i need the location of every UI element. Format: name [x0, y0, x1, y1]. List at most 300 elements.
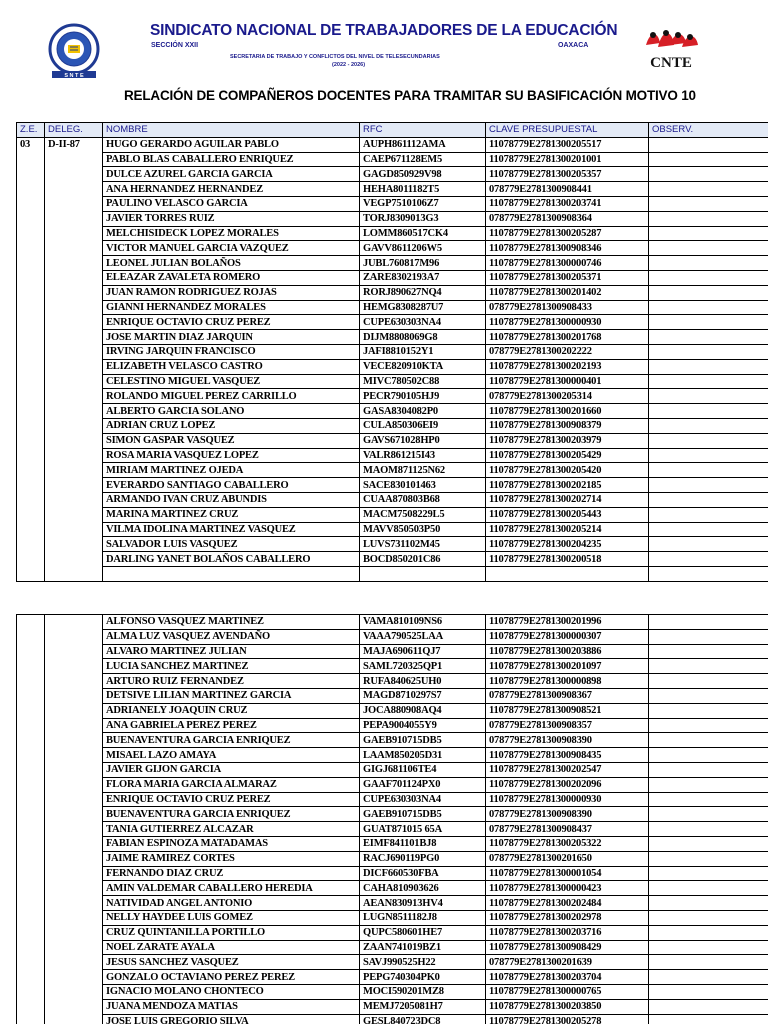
table-row: [17, 537, 768, 552]
rfc-cell: CAHA810903626: [360, 881, 486, 896]
table-row: [17, 984, 768, 999]
clave-cell: 11078779E2781300201097: [486, 659, 649, 674]
clave-cell: 11078779E2781300205517: [486, 137, 649, 152]
rfc-cell: GIGJ681106TE4: [360, 762, 486, 777]
deleg-cell: [45, 615, 103, 1024]
name-cell: JAVIER GIJON GARCIA: [103, 762, 360, 777]
name-cell: BUENAVENTURA GARCIA ENRIQUEZ: [103, 807, 360, 822]
name-cell: DARLING YANET BOLAÑOS CABALLERO: [103, 552, 360, 567]
table-row: [17, 925, 768, 940]
deleg-cell: D-II-87: [45, 137, 103, 581]
rfc-cell: RORJ890627NQ4: [360, 285, 486, 300]
name-cell: ELIZABETH VELASCO CASTRO: [103, 359, 360, 374]
clave-cell: 11078779E2781300001054: [486, 866, 649, 881]
table-row: [17, 851, 768, 866]
observ-cell: [649, 196, 768, 211]
clave-cell: 11078779E2781300000765: [486, 984, 649, 999]
observ-cell: [649, 374, 768, 389]
observ-cell: [649, 644, 768, 659]
observ-cell: [649, 910, 768, 925]
col-header-ze: Z.E.: [17, 123, 45, 138]
ze-cell: 03: [17, 137, 45, 581]
name-cell: TANIA GUTIERREZ ALCAZAR: [103, 822, 360, 837]
table-row: [17, 718, 768, 733]
blank-cell: [649, 566, 768, 581]
clave-cell: 11078779E2781300201001: [486, 152, 649, 167]
clave-cell: 11078779E2781300203704: [486, 970, 649, 985]
rfc-cell: VEGP7510106Z7: [360, 196, 486, 211]
rfc-cell: VAAA790525LAA: [360, 629, 486, 644]
table-row: [17, 389, 768, 404]
name-cell: VICTOR MANUEL GARCIA VAZQUEZ: [103, 241, 360, 256]
name-cell: JOSE MARTIN DIAZ JARQUIN: [103, 330, 360, 345]
rfc-cell: RUFA840625UH0: [360, 674, 486, 689]
name-cell: ALFONSO VASQUEZ MARTINEZ: [103, 615, 360, 630]
clave-cell: 11078779E2781300203741: [486, 196, 649, 211]
table-row: [17, 1014, 768, 1024]
clave-cell: 11078779E2781300205322: [486, 836, 649, 851]
clave-cell: 11078779E2781300203850: [486, 999, 649, 1014]
name-cell: ALVARO MARTINEZ JULIAN: [103, 644, 360, 659]
observ-cell: [649, 241, 768, 256]
rfc-cell: JAFI8810152Y1: [360, 344, 486, 359]
rfc-cell: CAEP671128EM5: [360, 152, 486, 167]
rfc-cell: MAGD8710297S7: [360, 688, 486, 703]
name-cell: ANA HERNANDEZ HERNANDEZ: [103, 182, 360, 197]
clave-cell: 078779E2781300201639: [486, 955, 649, 970]
observ-cell: [649, 733, 768, 748]
observ-cell: [649, 688, 768, 703]
table-row: [17, 448, 768, 463]
observ-cell: [649, 552, 768, 567]
rfc-cell: GAGD850929V98: [360, 167, 486, 182]
rfc-cell: DIJM8808069G8: [360, 330, 486, 345]
observ-cell: [649, 433, 768, 448]
observ-cell: [649, 659, 768, 674]
observ-cell: [649, 330, 768, 345]
table-row: [17, 330, 768, 345]
observ-cell: [649, 629, 768, 644]
section-label: SECCIÓN XXII: [151, 42, 199, 49]
name-cell: ROSA MARIA VASQUEZ LOPEZ: [103, 448, 360, 463]
observ-cell: [649, 137, 768, 152]
rfc-cell: LOMM860517CK4: [360, 226, 486, 241]
table-row: [17, 688, 768, 703]
clave-cell: 11078779E2781300908346: [486, 241, 649, 256]
name-cell: VILMA IDOLINA MARTINEZ VASQUEZ: [103, 522, 360, 537]
rfc-cell: GAVV8611206W5: [360, 241, 486, 256]
rfc-cell: VAMA810109NS6: [360, 615, 486, 630]
clave-cell: 078779E2781300908390: [486, 733, 649, 748]
clave-cell: 11078779E2781300205443: [486, 507, 649, 522]
svg-text:CNTE: CNTE: [650, 55, 692, 71]
rfc-cell: SAVJ990525H22: [360, 955, 486, 970]
clave-cell: 11078779E2781300908379: [486, 418, 649, 433]
name-cell: ENRIQUE OCTAVIO CRUZ PEREZ: [103, 792, 360, 807]
clave-cell: 11078779E2781300000898: [486, 674, 649, 689]
rfc-cell: AEAN830913HV4: [360, 896, 486, 911]
document-heading: RELACIÓN DE COMPAÑEROS DOCENTES PARA TRAMITAR SU BASIFICACIÓN MOTIVO 10: [124, 88, 696, 103]
name-cell: HUGO GERARDO AGUILAR PABLO: [103, 137, 360, 152]
department-label: SECRETARIA DE TRABAJO Y CONFLICTOS DEL NIVEL DE TELESECUNDARIAS: [230, 54, 440, 60]
observ-cell: [649, 300, 768, 315]
rfc-cell: MOCI590201MZ8: [360, 984, 486, 999]
clave-cell: 11078779E2781300205371: [486, 270, 649, 285]
name-cell: ANA GABRIELA PEREZ PEREZ: [103, 718, 360, 733]
name-cell: GONZALO OCTAVIANO PEREZ PEREZ: [103, 970, 360, 985]
table-row: [17, 910, 768, 925]
clave-cell: 11078779E2781300908435: [486, 748, 649, 763]
rfc-cell: ZAAN741019BZ1: [360, 940, 486, 955]
name-cell: ARTURO RUIZ FERNANDEZ: [103, 674, 360, 689]
rfc-cell: JOCA880908AQ4: [360, 703, 486, 718]
clave-cell: 11078779E2781300202484: [486, 896, 649, 911]
clave-cell: 11078779E2781300000307: [486, 629, 649, 644]
table-row: [17, 270, 768, 285]
name-cell: JUANA MENDOZA MATIAS: [103, 999, 360, 1014]
name-cell: NOEL ZARATE AYALA: [103, 940, 360, 955]
table-row: [17, 807, 768, 822]
name-cell: MARINA MARTINEZ CRUZ: [103, 507, 360, 522]
col-header-observ: OBSERV.: [649, 123, 768, 138]
observ-cell: [649, 167, 768, 182]
name-cell: DULCE AZUREL GARCIA GARCIA: [103, 167, 360, 182]
observ-cell: [649, 315, 768, 330]
table-row: [17, 196, 768, 211]
cnte-logo: [640, 23, 702, 71]
clave-cell: 078779E2781300908390: [486, 807, 649, 822]
name-cell: NELLY HAYDEE LUIS GOMEZ: [103, 910, 360, 925]
table-row: [17, 881, 768, 896]
observ-cell: [649, 703, 768, 718]
clave-cell: 078779E2781300908433: [486, 300, 649, 315]
rfc-cell: GUAT871015 65A: [360, 822, 486, 837]
rfc-cell: VECE820910KTA: [360, 359, 486, 374]
name-cell: LEONEL JULIAN BOLAÑOS: [103, 256, 360, 271]
rfc-cell: GAAF701124PX0: [360, 777, 486, 792]
rfc-cell: RACJ690119PG0: [360, 851, 486, 866]
name-cell: FERNANDO DIAZ CRUZ: [103, 866, 360, 881]
rfc-cell: AUPH861112AMA: [360, 137, 486, 152]
table-row: [17, 777, 768, 792]
clave-cell: 11078779E2781300205287: [486, 226, 649, 241]
table-row: [17, 492, 768, 507]
table-row: [17, 866, 768, 881]
rfc-cell: ZARE8302193A7: [360, 270, 486, 285]
observ-cell: [649, 359, 768, 374]
name-cell: JAIME RAMIREZ CORTES: [103, 851, 360, 866]
col-header-deleg: DELEG.: [45, 123, 103, 138]
table-row: [17, 152, 768, 167]
clave-cell: 11078779E2781300205278: [486, 1014, 649, 1024]
table-row: [17, 285, 768, 300]
name-cell: FLORA MARIA GARCIA ALMARAZ: [103, 777, 360, 792]
clave-cell: 11078779E2781300202978: [486, 910, 649, 925]
table-row: [17, 404, 768, 419]
observ-cell: [649, 448, 768, 463]
observ-cell: [649, 478, 768, 493]
table-row: [17, 211, 768, 226]
observ-cell: [649, 762, 768, 777]
observ-cell: [649, 404, 768, 419]
observ-cell: [649, 822, 768, 837]
clave-cell: 11078779E2781300202547: [486, 762, 649, 777]
teachers-table-1: [16, 122, 768, 582]
clave-cell: 11078779E2781300205429: [486, 448, 649, 463]
name-cell: EVERARDO SANTIAGO CABALLERO: [103, 478, 360, 493]
clave-cell: 11078779E2781300202096: [486, 777, 649, 792]
clave-cell: 078779E2781300205314: [486, 389, 649, 404]
rfc-cell: CUAA870803B68: [360, 492, 486, 507]
name-cell: MIRIAM MARTINEZ OJEDA: [103, 463, 360, 478]
blank-cell: [486, 566, 649, 581]
clave-cell: 11078779E2781300201402: [486, 285, 649, 300]
table-row: [17, 615, 768, 630]
rfc-cell: MIVC780502C88: [360, 374, 486, 389]
observ-cell: [649, 182, 768, 197]
table-row: [17, 374, 768, 389]
table-row: [17, 836, 768, 851]
rfc-cell: VALR861215I43: [360, 448, 486, 463]
observ-cell: [649, 881, 768, 896]
svg-text:S N T E: S N T E: [64, 73, 84, 79]
rfc-cell: GAEB910715DB5: [360, 733, 486, 748]
observ-cell: [649, 418, 768, 433]
period-label: (2022 - 2026): [332, 62, 366, 68]
observ-cell: [649, 270, 768, 285]
clave-cell: 11078779E2781300205357: [486, 167, 649, 182]
observ-cell: [649, 537, 768, 552]
name-cell: SALVADOR LUIS VASQUEZ: [103, 537, 360, 552]
rfc-cell: SAML720325QP1: [360, 659, 486, 674]
clave-cell: 078779E2781300908364: [486, 211, 649, 226]
observ-cell: [649, 866, 768, 881]
table-row: [17, 703, 768, 718]
clave-cell: 078779E2781300908441: [486, 182, 649, 197]
observ-cell: [649, 718, 768, 733]
name-cell: PABLO BLAS CABALLERO ENRIQUEZ: [103, 152, 360, 167]
name-cell: MELCHISIDECK LOPEZ MORALES: [103, 226, 360, 241]
name-cell: MISAEL LAZO AMAYA: [103, 748, 360, 763]
clave-cell: 11078779E2781300205420: [486, 463, 649, 478]
table-row: [17, 167, 768, 182]
teachers-table-2: [16, 614, 768, 1024]
table-row: [17, 418, 768, 433]
observ-cell: [649, 807, 768, 822]
observ-cell: [649, 851, 768, 866]
observ-cell: [649, 940, 768, 955]
blank-cell: [360, 566, 486, 581]
rfc-cell: GAEB910715DB5: [360, 807, 486, 822]
name-cell: FABIAN ESPINOZA MATADAMAS: [103, 836, 360, 851]
table-row: [17, 552, 768, 567]
clave-cell: 11078779E2781300201768: [486, 330, 649, 345]
observ-cell: [649, 970, 768, 985]
table-row: [17, 182, 768, 197]
table-row: [17, 896, 768, 911]
clave-cell: 11078779E2781300203979: [486, 433, 649, 448]
table-row-blank: [17, 566, 768, 581]
clave-cell: 11078779E2781300202193: [486, 359, 649, 374]
clave-cell: 11078779E2781300202714: [486, 492, 649, 507]
name-cell: ADRIAN CRUZ LOPEZ: [103, 418, 360, 433]
table-row: [17, 507, 768, 522]
name-cell: IRVING JARQUIN FRANCISCO: [103, 344, 360, 359]
rfc-cell: MAJA690611QJ7: [360, 644, 486, 659]
clave-cell: 11078779E2781300000930: [486, 792, 649, 807]
name-cell: JESUS SANCHEZ VASQUEZ: [103, 955, 360, 970]
rfc-cell: HEMG8308287U7: [360, 300, 486, 315]
name-cell: NATIVIDAD ANGEL ANTONIO: [103, 896, 360, 911]
table-row: [17, 226, 768, 241]
table-row: [17, 241, 768, 256]
table-row: [17, 792, 768, 807]
union-title: SINDICATO NACIONAL DE TRABAJADORES DE LA EDUCACIÓN: [150, 22, 618, 39]
table-row: [17, 940, 768, 955]
table-row: [17, 748, 768, 763]
clave-cell: 11078779E2781300908521: [486, 703, 649, 718]
table-row: [17, 822, 768, 837]
name-cell: ENRIQUE OCTAVIO CRUZ PEREZ: [103, 315, 360, 330]
observ-cell: [649, 1014, 768, 1024]
observ-cell: [649, 984, 768, 999]
rfc-cell: QUPC580601HE7: [360, 925, 486, 940]
observ-cell: [649, 507, 768, 522]
table-row: [17, 733, 768, 748]
rfc-cell: TORJ8309013G3: [360, 211, 486, 226]
table-row: [17, 463, 768, 478]
observ-cell: [649, 256, 768, 271]
name-cell: ARMANDO IVAN CRUZ ABUNDIS: [103, 492, 360, 507]
name-cell: ALBERTO GARCIA SOLANO: [103, 404, 360, 419]
clave-cell: 11078779E2781300000423: [486, 881, 649, 896]
rfc-cell: GASA8304082P0: [360, 404, 486, 419]
snte-seal-logo: [46, 23, 102, 79]
name-cell: JAVIER TORRES RUIZ: [103, 211, 360, 226]
table-row: [17, 629, 768, 644]
col-header-rfc: RFC: [360, 123, 486, 138]
rfc-cell: CUPE630303NA4: [360, 792, 486, 807]
clave-cell: 11078779E2781300201660: [486, 404, 649, 419]
name-cell: AMIN VALDEMAR CABALLERO HEREDIA: [103, 881, 360, 896]
observ-cell: [649, 615, 768, 630]
observ-cell: [649, 777, 768, 792]
clave-cell: 11078779E2781300200518: [486, 552, 649, 567]
rfc-cell: LUGN8511182J8: [360, 910, 486, 925]
table-row: [17, 344, 768, 359]
rfc-cell: CULA850306EI9: [360, 418, 486, 433]
table-row: [17, 256, 768, 271]
clave-cell: 078779E2781300201650: [486, 851, 649, 866]
table-row: [17, 762, 768, 777]
name-cell: GIANNI HERNANDEZ MORALES: [103, 300, 360, 315]
observ-cell: [649, 152, 768, 167]
name-cell: ADRIANELY JOAQUIN CRUZ: [103, 703, 360, 718]
observ-cell: [649, 463, 768, 478]
name-cell: CRUZ QUINTANILLA PORTILLO: [103, 925, 360, 940]
observ-cell: [649, 285, 768, 300]
table-row: [17, 955, 768, 970]
clave-cell: 11078779E2781300201996: [486, 615, 649, 630]
blank-cell: [103, 566, 360, 581]
rfc-cell: BOCD850201C86: [360, 552, 486, 567]
clave-cell: 11078779E2781300203716: [486, 925, 649, 940]
name-cell: ALMA LUZ VASQUEZ AVENDAÑO: [103, 629, 360, 644]
table-row: [17, 970, 768, 985]
name-cell: CELESTINO MIGUEL VASQUEZ: [103, 374, 360, 389]
table-row: [17, 315, 768, 330]
clave-cell: 11078779E2781300204235: [486, 537, 649, 552]
col-header-clave: CLAVE PRESUPUESTAL: [486, 123, 649, 138]
observ-cell: [649, 389, 768, 404]
observ-cell: [649, 792, 768, 807]
observ-cell: [649, 226, 768, 241]
clave-cell: 11078779E2781300202185: [486, 478, 649, 493]
observ-cell: [649, 836, 768, 851]
table-header-row: [17, 123, 768, 138]
observ-cell: [649, 492, 768, 507]
rfc-cell: HEHA8011182T5: [360, 182, 486, 197]
clave-cell: 11078779E2781300000746: [486, 256, 649, 271]
name-cell: JOSE LUIS GREGORIO SILVA: [103, 1014, 360, 1024]
table-row: [17, 300, 768, 315]
ze-cell: [17, 615, 45, 1024]
table-row: [17, 359, 768, 374]
rfc-cell: MAOM871125N62: [360, 463, 486, 478]
table-row: [17, 522, 768, 537]
clave-cell: 078779E2781300908437: [486, 822, 649, 837]
rfc-cell: SACE830101463: [360, 478, 486, 493]
name-cell: ROLANDO MIGUEL PEREZ CARRILLO: [103, 389, 360, 404]
observ-cell: [649, 748, 768, 763]
rfc-cell: EIMF841101BJ8: [360, 836, 486, 851]
clave-cell: 11078779E2781300203886: [486, 644, 649, 659]
observ-cell: [649, 925, 768, 940]
table-row: [17, 644, 768, 659]
name-cell: ELEAZAR ZAVALETA ROMERO: [103, 270, 360, 285]
observ-cell: [649, 674, 768, 689]
clave-cell: 11078779E2781300000930: [486, 315, 649, 330]
rfc-cell: DICF660530FBA: [360, 866, 486, 881]
observ-cell: [649, 999, 768, 1014]
observ-cell: [649, 211, 768, 226]
table-row: [17, 137, 768, 152]
rfc-cell: LUVS731102M45: [360, 537, 486, 552]
observ-cell: [649, 955, 768, 970]
table-row: [17, 659, 768, 674]
rfc-cell: MEMJ7205081H7: [360, 999, 486, 1014]
name-cell: SIMON GASPAR VASQUEZ: [103, 433, 360, 448]
observ-cell: [649, 344, 768, 359]
clave-cell: 11078779E2781300000401: [486, 374, 649, 389]
clave-cell: 11078779E2781300205214: [486, 522, 649, 537]
table-row: [17, 999, 768, 1014]
table-row: [17, 674, 768, 689]
rfc-cell: MACM7508229L5: [360, 507, 486, 522]
name-cell: LUCIA SANCHEZ MARTINEZ: [103, 659, 360, 674]
observ-cell: [649, 896, 768, 911]
name-cell: PAULINO VELASCO GARCIA: [103, 196, 360, 211]
rfc-cell: PEPG740304PK0: [360, 970, 486, 985]
clave-cell: 11078779E2781300908429: [486, 940, 649, 955]
rfc-cell: MAVV850503P50: [360, 522, 486, 537]
clave-cell: 078779E2781300202222: [486, 344, 649, 359]
rfc-cell: GESL840723DC8: [360, 1014, 486, 1024]
rfc-cell: JUBL760817M96: [360, 256, 486, 271]
observ-cell: [649, 522, 768, 537]
state-label: OAXACA: [558, 42, 589, 49]
col-header-nombre: NOMBRE: [103, 123, 360, 138]
